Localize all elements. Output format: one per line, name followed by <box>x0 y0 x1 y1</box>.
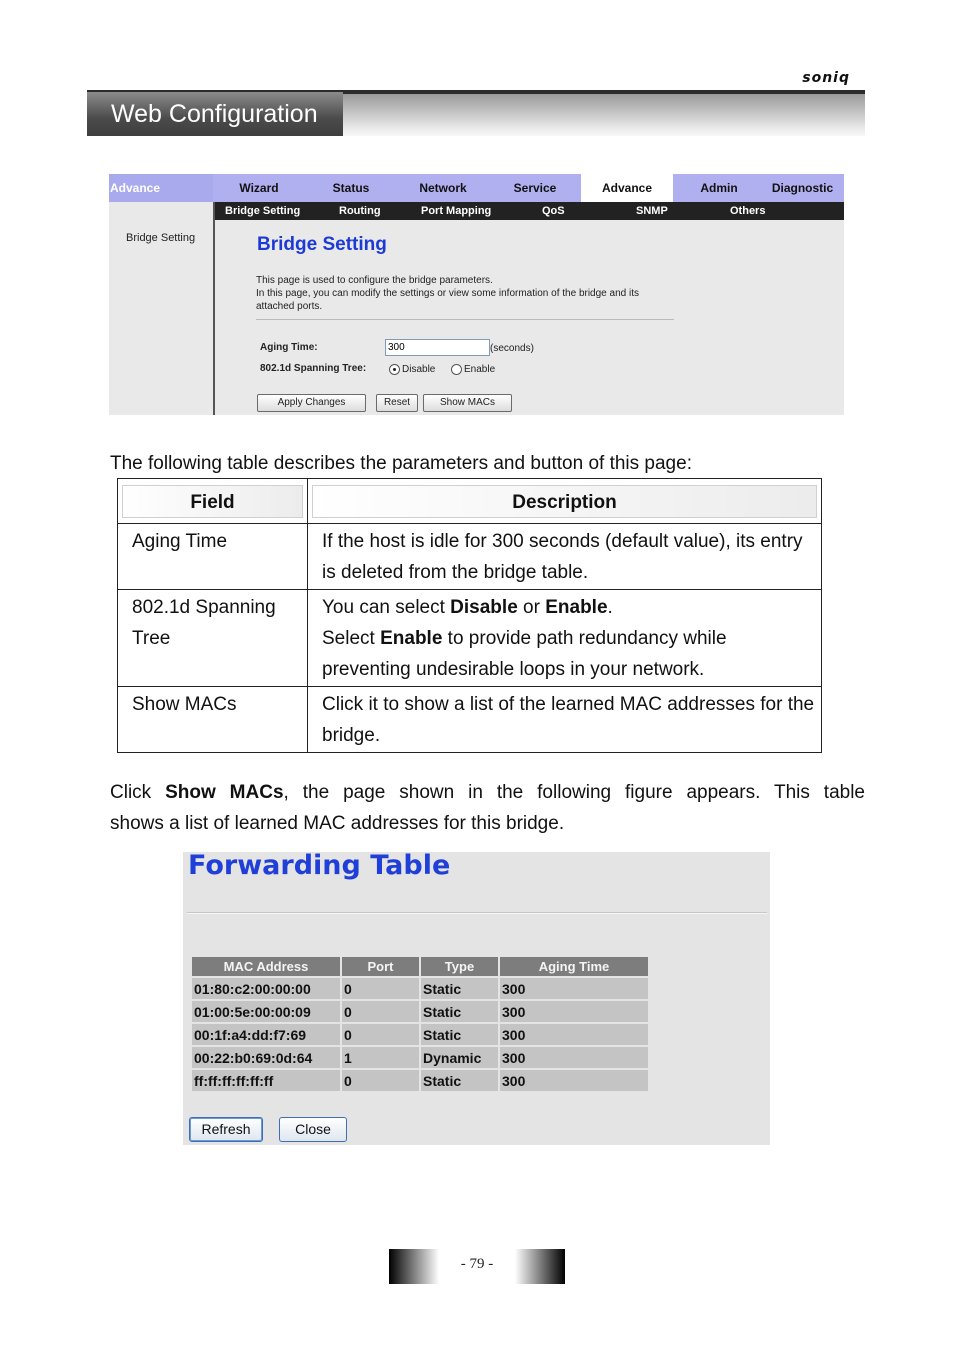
sub-nav <box>109 202 844 220</box>
bridge-setting-description <box>256 274 686 313</box>
bridge-setting-title: Bridge Setting <box>257 234 387 255</box>
table-row <box>192 1047 648 1068</box>
divider <box>256 319 674 320</box>
col-aging-time: Aging Time <box>500 957 648 976</box>
nav-status[interactable]: Status <box>332 181 370 195</box>
mac-cell: ff:ff:ff:ff:ff:ff <box>192 1070 340 1091</box>
table-row <box>118 524 822 590</box>
nav-wizard[interactable]: Wizard <box>239 181 279 195</box>
apply-changes-button[interactable]: Apply Changes <box>257 394 366 412</box>
description-cell: Click it to show a list of the learned MAC addresses for the bridge. <box>308 687 822 753</box>
forwarding-table-screenshot <box>183 852 770 1145</box>
mac-cell: 00:1f:a4:dd:f7:69 <box>192 1024 340 1045</box>
subnav-bridge-setting[interactable]: Bridge Setting <box>225 205 301 217</box>
header-field: Field <box>118 479 308 524</box>
stp-enable-label: Enable <box>464 364 496 375</box>
col-port: Port <box>342 957 419 976</box>
page-number: - 79 - <box>439 1249 515 1284</box>
close-button[interactable]: Close <box>279 1117 347 1142</box>
refresh-button[interactable]: Refresh <box>189 1117 263 1142</box>
field-cell: 802.1d Spanning Tree <box>118 590 308 687</box>
stp-enable-radio[interactable] <box>451 364 462 375</box>
footer-gradient-left <box>389 1249 439 1284</box>
header-description: Description <box>308 479 822 524</box>
table-header-row <box>118 479 822 524</box>
subnav-routing[interactable]: Routing <box>339 205 381 217</box>
mac-cell: 00:22:b0:69:0d:64 <box>192 1047 340 1068</box>
type-cell: Static <box>421 1024 498 1045</box>
nav-diagnostic[interactable]: Diagnostic <box>771 181 834 195</box>
aging-cell: 300 <box>500 1024 648 1045</box>
header-fade <box>343 94 865 136</box>
sidebar-item-bridge-setting[interactable]: Bridge Setting <box>126 232 196 244</box>
table-row <box>118 687 822 753</box>
page-title: Web Configuration <box>87 92 343 136</box>
type-cell: Static <box>421 1070 498 1091</box>
port-cell: 1 <box>342 1047 419 1068</box>
paragraph-line-2: shows a list of learned MAC addresses for this bridge. <box>110 813 565 834</box>
table-row <box>192 978 648 999</box>
show-macs-paragraph <box>110 777 865 839</box>
reset-button[interactable]: Reset <box>376 394 418 412</box>
col-mac-address: MAC Address <box>192 957 340 976</box>
mac-cell: 01:80:c2:00:00:00 <box>192 978 340 999</box>
forwarding-header-row <box>192 957 648 976</box>
description-cell: You can select Disable or Enable. Select Enable to provide path redundancy while preventing undesirable loops in your network. <box>308 590 822 687</box>
aging-time-input[interactable]: 300 <box>385 339 490 356</box>
description-cell: If the host is idle for 300 seconds (default value), its entry is deleted from the bridge table. <box>308 524 822 590</box>
table-row <box>192 1024 648 1045</box>
table-row <box>192 1070 648 1091</box>
forwarding-table <box>190 955 650 1093</box>
desc-line-1: This page is used to configure the bridge parameters. <box>256 275 493 286</box>
col-type: Type <box>421 957 498 976</box>
sub-nav-spacer <box>109 202 213 220</box>
type-cell: Dynamic <box>421 1047 498 1068</box>
aging-time-label: Aging Time: <box>260 342 318 353</box>
show-macs-button[interactable]: Show MACs <box>423 394 512 412</box>
port-cell: 0 <box>342 978 419 999</box>
paragraph-line-1: Click Show MACs, the page shown in the following figure appears. This table <box>110 782 865 803</box>
nav-section-label: Advance <box>109 174 213 202</box>
footer-gradient-right <box>515 1249 565 1284</box>
nav-service[interactable]: Service <box>513 181 557 195</box>
desc-line-3: attached ports. <box>256 301 323 312</box>
aging-time-unit: (seconds) <box>490 343 534 354</box>
forwarding-table-title: Forwarding Table <box>188 850 451 881</box>
stp-disable-radio[interactable] <box>389 364 400 375</box>
table-row <box>192 1001 648 1022</box>
intro-text: The following table describes the parameters and button of this page: <box>110 453 692 474</box>
port-cell: 0 <box>342 1024 419 1045</box>
divider <box>187 912 767 914</box>
aging-cell: 300 <box>500 1001 648 1022</box>
table-row <box>118 590 822 687</box>
spanning-tree-label: 802.1d Spanning Tree: <box>260 363 367 374</box>
bridge-setting-screenshot <box>109 174 844 415</box>
port-cell: 0 <box>342 1001 419 1022</box>
type-cell: Static <box>421 1001 498 1022</box>
field-cell: Show MACs <box>118 687 308 753</box>
subnav-others[interactable]: Others <box>730 205 766 217</box>
desc-line-2: In this page, you can modify the settings or view some information of the bridge and its <box>256 288 639 299</box>
subnav-port-mapping[interactable]: Port Mapping <box>421 205 492 217</box>
nav-network[interactable]: Network <box>419 181 467 195</box>
nav-admin[interactable]: Admin <box>700 181 738 195</box>
field-cell: Aging Time <box>118 524 308 590</box>
nav-advance[interactable]: Advance <box>581 174 673 202</box>
port-cell: 0 <box>342 1070 419 1091</box>
aging-cell: 300 <box>500 1070 648 1091</box>
page-footer <box>389 1249 565 1284</box>
main-nav <box>109 174 844 202</box>
mac-cell: 01:00:5e:00:00:09 <box>192 1001 340 1022</box>
brand-logo: soniq <box>802 70 850 86</box>
sidebar-divider <box>213 202 215 415</box>
subnav-qos[interactable]: QoS <box>542 205 565 217</box>
parameter-table <box>117 478 822 753</box>
type-cell: Static <box>421 978 498 999</box>
subnav-snmp[interactable]: SNMP <box>636 205 668 217</box>
aging-cell: 300 <box>500 978 648 999</box>
stp-disable-label: Disable <box>402 364 436 375</box>
aging-cell: 300 <box>500 1047 648 1068</box>
